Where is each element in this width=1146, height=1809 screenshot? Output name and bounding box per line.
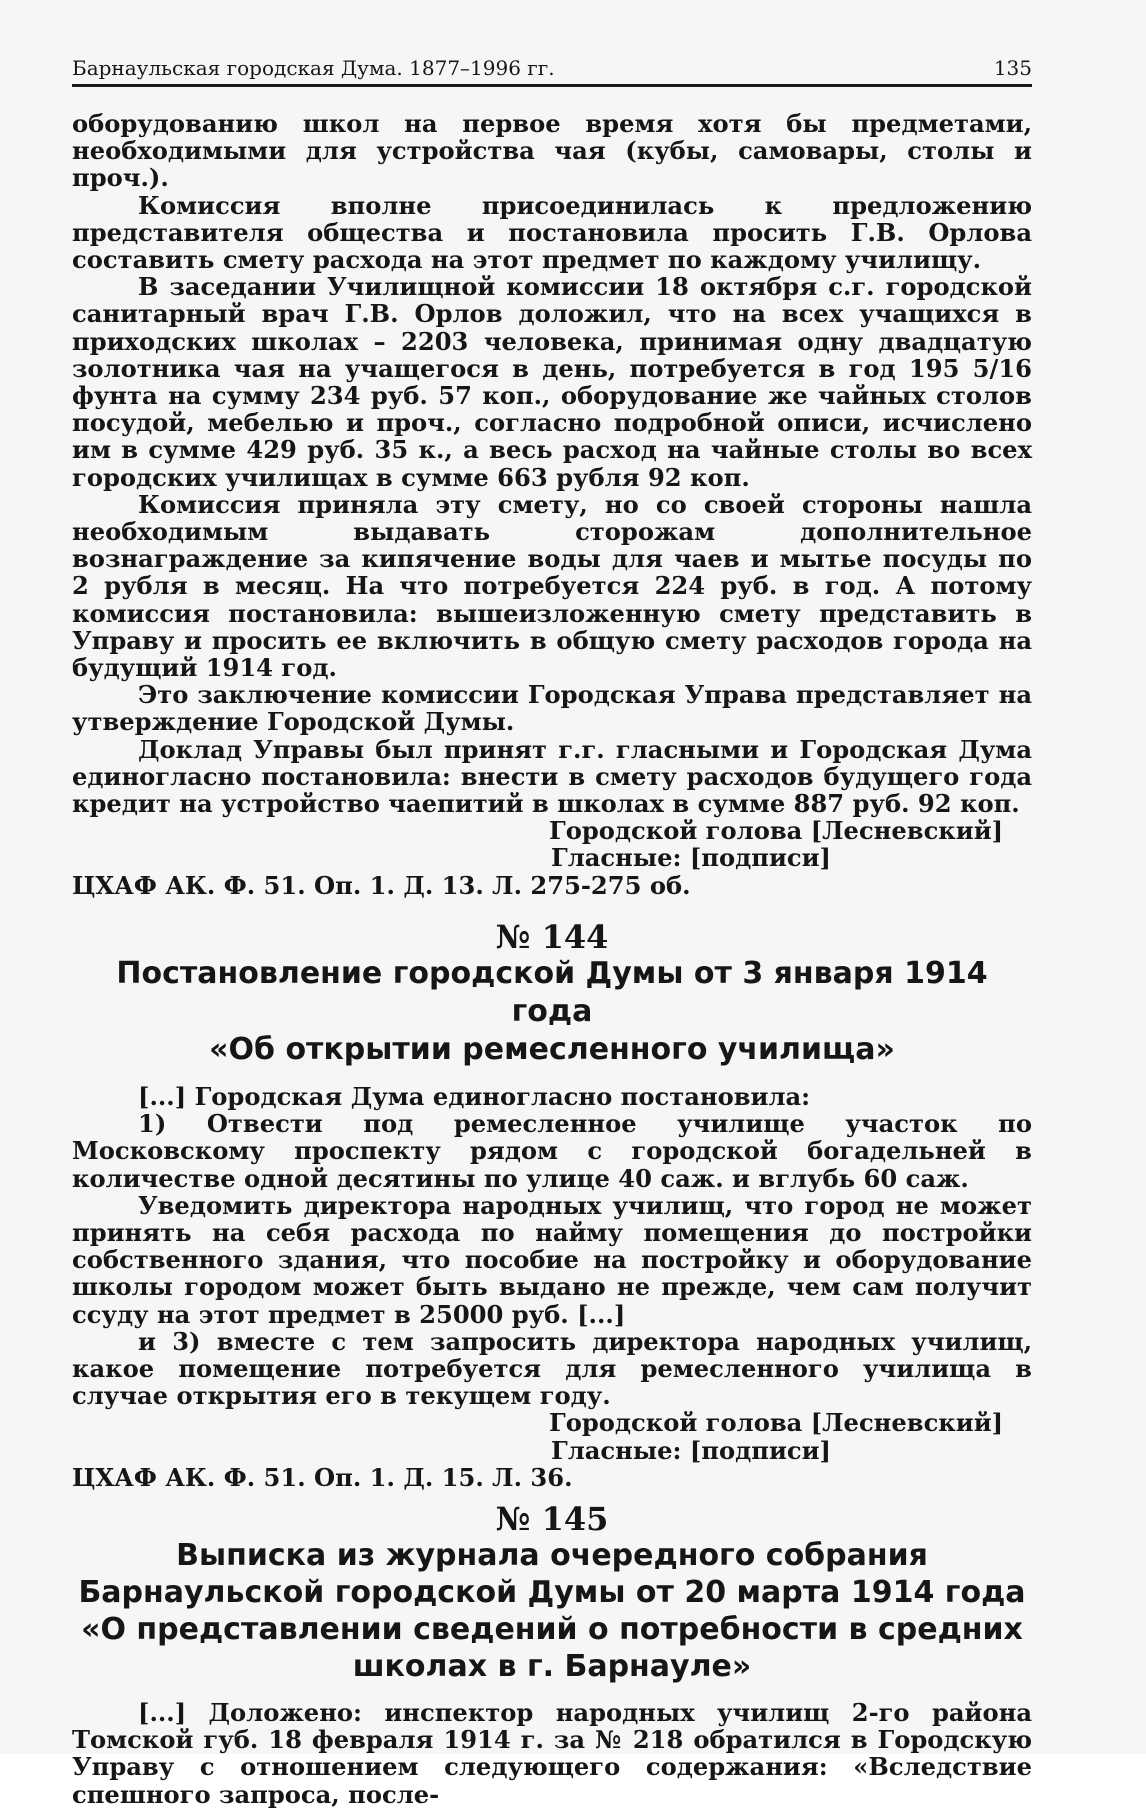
signature-councillors: Гласные: [подписи] [551,843,831,873]
document-title-line: Выписка из журнала очередного собрания [176,1537,928,1573]
document-number: № 144 [495,917,609,956]
document-title-line: школах в г. Барнауле» [352,1648,752,1684]
running-header [72,54,1032,87]
archive-reference: ЦХАФ АК. Ф. 51. Оп. 1. Д. 13. Л. 275-275 об. [72,870,691,900]
paragraph: и 3) вместе с тем запросить директора народных училищ, какое помещение потребуется для ремесленного училища в случае открытия его в текущем году. [72,1326,1032,1411]
signature-block [549,817,1032,871]
document-title-line: Постановление городской Думы от 3 января 1914 года [116,955,988,1029]
signature-mayor: Городской голова [Лесневский] [549,1408,1004,1438]
paragraph: Это заключение комиссии Городская Управа представляет на утверждение Городской Думы. [72,680,1032,737]
document-title-line: Барнаульской городской Думы от 20 марта 1914 года [78,1574,1026,1610]
document-title [72,1537,1032,1685]
signature-block [549,1409,1032,1463]
document-title [72,955,1032,1069]
paragraph: Комиссия вполне присоединилась к предложению представителя общества и постановила просить Г.В. Орлова составить смету расхода на этот предмет по каждому училищу. [72,190,1032,275]
document-title-line: «О представлении сведений о потребности в средних [81,1611,1023,1647]
page-number: 135 [993,56,1032,80]
page-body [72,110,1032,1808]
paragraph: В заседании Училищной комиссии 18 октября с.г. городской санитарный врач Г.В. Орлов доложил, что на всех учащихся в приходских школах – 2203 человека, принимая одну двадцатую золотника чая на учащегося в день, потребуется в год 195 5/16 фунта на сумму 234 руб. 57 коп., оборудование же чайных столов посудой, мебелью и проч., согласно подробной описи, исчислено им в сумме 429 руб. 35 к., а весь расход на чайные столы во всех городских училищах в сумме 663 рубля 92 коп. [72,272,1032,492]
paragraph: 1) Отвести под ремесленное училище участок по Московскому проспекту рядом с городской богадельней в количестве одной десятины по улице 40 саж. и вглубь 60 саж. [72,1109,1032,1193]
paragraph: [...] Городская Дума единогласно постановила: [138,1081,811,1111]
paragraph: Уведомить директора народных училищ, что город не может принять на себя расхода по найму помещения до постройки собственного здания, что пособие на постройку и оборудование школы городом может быть выдано не прежде, чем сам получит ссуду на этот предмет в 25000 руб. [...] [72,1190,1032,1329]
running-header-title: Барнаульская городская Дума. 1877–1996 гг. [72,56,555,80]
document-number: № 145 [495,1499,609,1538]
paragraph: Доклад Управы был принят г.г. гласными и Городская Дума единогласно постановила: внести в смету расходов будущего года кредит на устройство чаепитий в школах в сумме 887 руб. 92 коп. [72,734,1032,819]
paragraph: оборудованию школ на первое время хотя бы предметами, необходимыми для устройства чая (кубы, самовары, столы и проч.). [72,109,1032,193]
paragraph: [...] Доложено: инспектор народных училищ 2-го района Томской губ. 18 февраля 1914 г. за № 218 обратился в Городскую Управу с отношением следующего содержания: «Вследствие спешного запроса, после- [72,1697,1032,1809]
signature-councillors: Гласные: [подписи] [551,1435,831,1465]
document-title-line: «Об открытии ремесленного училища» [209,1031,895,1067]
signature-mayor: Городской голова [Лесневский] [549,816,1004,846]
archive-reference: ЦХАФ АК. Ф. 51. Оп. 1. Д. 15. Л. 36. [72,1462,573,1492]
paragraph: Комиссия приняла эту смету, но со своей стороны нашла необходимым выдавать сторожам дополнительное вознаграждение за кипячение воды для чаев и мытье посуды по 2 рубля в месяц. На что потребуется 224 руб. в год. А потому комиссия постановила: вышеизложенную смету представить в Управу и просить ее включить в общую смету расходов города на будущий 1914 год. [72,489,1032,683]
